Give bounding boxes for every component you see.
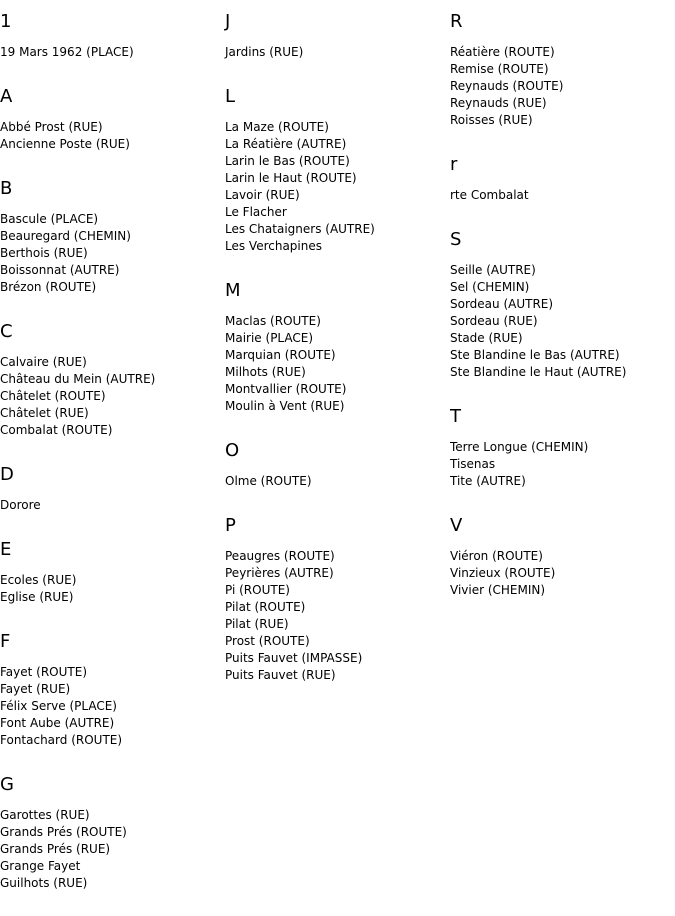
street-list: [0, 354, 225, 439]
street-link[interactable]: Fontachard (ROUTE): [0, 733, 123, 747]
section-letter-heading: D: [0, 464, 14, 485]
street-link[interactable]: Reynauds (ROUTE): [450, 79, 564, 93]
street-link[interactable]: Brézon (ROUTE): [0, 280, 97, 294]
street-list-item: [0, 422, 225, 439]
street-list-item: [0, 119, 225, 136]
street-link[interactable]: Bascule (PLACE): [0, 212, 99, 226]
street-list-item: [450, 456, 675, 473]
street-list-item: [0, 698, 225, 715]
letter-section: [225, 85, 450, 255]
street-list-item: [0, 589, 225, 606]
street-list: [450, 187, 675, 204]
street-list-item: [0, 681, 225, 698]
street-list-item: [225, 153, 450, 170]
index-column-1: [0, 10, 225, 916]
street-list-item: [225, 136, 450, 153]
street-link[interactable]: Olme (ROUTE): [225, 474, 312, 488]
letter-section: [0, 320, 225, 439]
letter-section: [0, 538, 225, 606]
street-link[interactable]: Montvallier (ROUTE): [225, 382, 347, 396]
street-list-item: [450, 473, 675, 490]
street-link[interactable]: Ecoles (RUE): [0, 573, 77, 587]
street-list: [0, 211, 225, 296]
street-list-item: [0, 371, 225, 388]
section-letter-heading: B: [0, 178, 13, 199]
street-link[interactable]: Terre Longue (CHEMIN): [450, 440, 589, 454]
street-link[interactable]: Le Flacher: [225, 205, 287, 219]
street-link[interactable]: Moulin à Vent (RUE): [225, 399, 345, 413]
street-list-item: [0, 858, 225, 875]
index-column-2: [225, 10, 450, 708]
letter-section: [0, 85, 225, 153]
letter-section: [0, 177, 225, 296]
street-link[interactable]: Vivier (CHEMIN): [450, 583, 546, 597]
street-link[interactable]: Grands Prés (RUE): [0, 842, 111, 856]
street-list: [450, 44, 675, 129]
section-letter-heading: P: [225, 515, 236, 536]
street-list-item: [225, 473, 450, 490]
street-link[interactable]: Eglise (RUE): [0, 590, 74, 604]
street-link[interactable]: Jardins (RUE): [225, 45, 304, 59]
street-link[interactable]: Sordeau (RUE): [450, 314, 538, 328]
street-link[interactable]: Pi (ROUTE): [225, 583, 290, 597]
street-link[interactable]: Maclas (ROUTE): [225, 314, 321, 328]
street-list-item: [450, 565, 675, 582]
street-list-item: [225, 398, 450, 415]
street-list: [450, 548, 675, 599]
street-link[interactable]: Beauregard (CHEMIN): [0, 229, 131, 243]
street-list-item: [0, 245, 225, 262]
street-link[interactable]: Tisenas: [450, 457, 496, 471]
street-list-item: [0, 405, 225, 422]
street-list-item: [225, 381, 450, 398]
street-list-item: [0, 211, 225, 228]
street-list-item: [0, 388, 225, 405]
section-letter-heading: 1: [0, 11, 12, 32]
street-list-item: [0, 841, 225, 858]
street-link[interactable]: Font Aube (AUTRE): [0, 716, 115, 730]
street-link[interactable]: Pilat (ROUTE): [225, 600, 306, 614]
street-list-item: [450, 44, 675, 61]
index-column-3: [450, 10, 675, 623]
street-link[interactable]: Milhots (RUE): [225, 365, 306, 379]
street-list-item: [450, 187, 675, 204]
street-list-item: [450, 95, 675, 112]
street-link[interactable]: La Réatière (AUTRE): [225, 137, 347, 151]
street-list: [225, 44, 450, 61]
street-link[interactable]: Boissonnat (AUTRE): [0, 263, 120, 277]
street-list-item: [0, 572, 225, 589]
street-link[interactable]: Seille (AUTRE): [450, 263, 536, 277]
street-link[interactable]: Mairie (PLACE): [225, 331, 314, 345]
street-list-item: [450, 112, 675, 129]
street-link[interactable]: Les Verchapines: [225, 239, 323, 253]
street-list-item: [0, 732, 225, 749]
street-list-item: [225, 633, 450, 650]
street-link[interactable]: Prost (ROUTE): [225, 634, 310, 648]
street-link[interactable]: Calvaire (RUE): [0, 355, 87, 369]
street-list: [0, 497, 225, 514]
street-list-item: [0, 497, 225, 514]
street-list-item: [225, 44, 450, 61]
street-link[interactable]: Les Chataigners (AUTRE): [225, 222, 375, 236]
section-letter-heading: R: [450, 11, 463, 32]
section-letter-heading: S: [450, 229, 462, 250]
street-list-item: [0, 44, 225, 61]
street-list: [225, 313, 450, 415]
street-link[interactable]: Marquian (ROUTE): [225, 348, 336, 362]
street-list-item: [450, 78, 675, 95]
street-link[interactable]: Sel (CHEMIN): [450, 280, 530, 294]
street-list-item: [0, 664, 225, 681]
street-list-item: [450, 262, 675, 279]
street-link[interactable]: Larin le Haut (ROUTE): [225, 171, 357, 185]
street-link[interactable]: Guilhots (RUE): [0, 876, 88, 890]
street-list-item: [0, 279, 225, 296]
street-link[interactable]: Larin le Bas (ROUTE): [225, 154, 350, 168]
street-list-item: [225, 667, 450, 684]
street-list-item: [225, 364, 450, 381]
street-list-item: [0, 824, 225, 841]
street-list-item: [450, 582, 675, 599]
street-list-item: [225, 582, 450, 599]
street-list-item: [450, 364, 675, 381]
street-list-item: [0, 807, 225, 824]
street-link[interactable]: Roisses (RUE): [450, 113, 533, 127]
street-link[interactable]: Dorore: [0, 498, 41, 512]
street-link[interactable]: Abbé Prost (RUE): [0, 120, 103, 134]
street-list-item: [225, 650, 450, 667]
street-list-item: [450, 548, 675, 565]
letter-section: [225, 279, 450, 415]
street-list-item: [225, 548, 450, 565]
section-letter-heading: O: [225, 440, 240, 461]
street-link[interactable]: rte Combalat: [450, 188, 529, 202]
letter-section: [450, 10, 675, 129]
street-list: [0, 664, 225, 749]
street-list-item: [450, 313, 675, 330]
street-list: [0, 807, 225, 892]
street-link[interactable]: Châtelet (RUE): [0, 406, 89, 420]
street-link[interactable]: Garottes (RUE): [0, 808, 90, 822]
street-link[interactable]: Château du Mein (AUTRE): [0, 372, 156, 386]
street-link[interactable]: Peyrières (AUTRE): [225, 566, 334, 580]
section-letter-heading: L: [225, 86, 236, 107]
street-link[interactable]: Ste Blandine le Haut (AUTRE): [450, 365, 627, 379]
street-link[interactable]: Réatière (ROUTE): [450, 45, 555, 59]
letter-section: [0, 630, 225, 749]
letter-section: [450, 405, 675, 490]
street-link[interactable]: Puits Fauvet (RUE): [225, 668, 336, 682]
letter-section: [450, 153, 675, 204]
street-link[interactable]: Lavoir (RUE): [225, 188, 300, 202]
street-link[interactable]: Reynauds (RUE): [450, 96, 547, 110]
street-list-item: [225, 187, 450, 204]
street-list-item: [450, 296, 675, 313]
street-link[interactable]: Vinzieux (ROUTE): [450, 566, 556, 580]
section-letter-heading: F: [0, 631, 11, 652]
street-list-item: [225, 238, 450, 255]
section-letter-heading: r: [450, 154, 458, 175]
section-letter-heading: T: [450, 406, 461, 427]
street-link[interactable]: Stade (RUE): [450, 331, 523, 345]
street-link[interactable]: Grange Fayet: [0, 859, 81, 873]
street-list-item: [450, 279, 675, 296]
street-link[interactable]: Fayet (RUE): [0, 682, 71, 696]
street-link[interactable]: Fayet (ROUTE): [0, 665, 87, 679]
street-link[interactable]: Sordeau (AUTRE): [450, 297, 554, 311]
section-letter-heading: G: [0, 774, 14, 795]
street-list-item: [225, 119, 450, 136]
street-list-item: [450, 330, 675, 347]
street-link[interactable]: Tite (AUTRE): [450, 474, 526, 488]
street-list-item: [225, 170, 450, 187]
street-list: [450, 262, 675, 381]
street-link[interactable]: Berthois (RUE): [0, 246, 88, 260]
street-list: [225, 548, 450, 684]
street-link[interactable]: Puits Fauvet (IMPASSE): [225, 651, 363, 665]
street-list-item: [0, 354, 225, 371]
street-list-item: [225, 313, 450, 330]
street-list-item: [225, 616, 450, 633]
street-link[interactable]: Châtelet (ROUTE): [0, 389, 106, 403]
street-list: [0, 44, 225, 61]
street-list-item: [450, 347, 675, 364]
street-list-item: [0, 262, 225, 279]
section-letter-heading: J: [225, 11, 231, 32]
street-list: [0, 119, 225, 153]
street-list-item: [450, 439, 675, 456]
street-link[interactable]: Pilat (RUE): [225, 617, 289, 631]
street-list: [450, 439, 675, 490]
street-link[interactable]: Grands Prés (ROUTE): [0, 825, 127, 839]
letter-section: [0, 463, 225, 514]
street-list-item: [0, 715, 225, 732]
street-list-item: [225, 347, 450, 364]
letter-section: [0, 773, 225, 892]
street-link[interactable]: Peaugres (ROUTE): [225, 549, 335, 563]
street-link[interactable]: Ancienne Poste (RUE): [0, 137, 130, 151]
street-list-item: [0, 228, 225, 245]
street-list: [0, 572, 225, 606]
letter-section: [225, 10, 450, 61]
street-link[interactable]: Ste Blandine le Bas (AUTRE): [450, 348, 620, 362]
street-list-item: [225, 221, 450, 238]
letter-section: [225, 439, 450, 490]
street-list-item: [225, 330, 450, 347]
street-list-item: [225, 204, 450, 221]
street-list-item: [0, 136, 225, 153]
letter-section: [450, 228, 675, 381]
street-list-item: [225, 599, 450, 616]
street-link[interactable]: 19 Mars 1962 (PLACE): [0, 45, 134, 59]
street-link[interactable]: Combalat (ROUTE): [0, 423, 113, 437]
street-link[interactable]: Félix Serve (PLACE): [0, 699, 117, 713]
section-letter-heading: C: [0, 321, 13, 342]
street-list-item: [450, 61, 675, 78]
section-letter-heading: M: [225, 280, 241, 301]
letter-section: [225, 514, 450, 684]
letter-section: [0, 10, 225, 61]
street-link[interactable]: La Maze (ROUTE): [225, 120, 329, 134]
street-list: [225, 473, 450, 490]
section-letter-heading: E: [0, 539, 12, 560]
street-list-item: [0, 875, 225, 892]
street-list: [225, 119, 450, 255]
street-link[interactable]: Viéron (ROUTE): [450, 549, 543, 563]
street-link[interactable]: Remise (ROUTE): [450, 62, 549, 76]
section-letter-heading: V: [450, 515, 463, 536]
letter-section: [450, 514, 675, 599]
section-letter-heading: A: [0, 86, 13, 107]
street-list-item: [225, 565, 450, 582]
